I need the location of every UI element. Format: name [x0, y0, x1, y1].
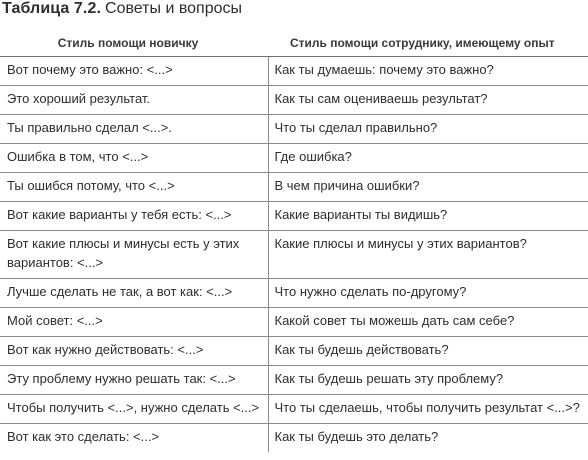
- novice-cell: Вот какие плюсы и минусы есть у этих вариантов: <...>: [0, 231, 268, 279]
- experienced-cell: Какие плюсы и минусы у этих вариантов?: [268, 231, 588, 279]
- table-row: [0, 366, 588, 395]
- table-row: [0, 231, 588, 279]
- table-caption: [2, 0, 242, 22]
- table-row: [0, 279, 588, 308]
- experienced-cell: Где ошибка?: [268, 144, 588, 173]
- novice-cell: Лучше сделать не так, а вот как: <...>: [0, 279, 268, 308]
- table-header-row: [0, 30, 588, 57]
- experienced-cell: Что ты сделаешь, чтобы получить результат <...>?: [268, 395, 588, 424]
- experienced-cell: Как ты будешь решать эту проблему?: [268, 366, 588, 395]
- experienced-cell: Что ты сделал правильно?: [268, 115, 588, 144]
- table-row: [0, 337, 588, 366]
- column-header-novice: Стиль помощи новичку: [0, 30, 268, 57]
- experienced-cell: Какие варианты ты видишь?: [268, 202, 588, 231]
- table-row: [0, 86, 588, 115]
- novice-cell: Ты правильно сделал <...>.: [0, 115, 268, 144]
- column-header-experienced: Стиль помощи сотруднику, имеющему опыт: [268, 30, 588, 57]
- table-number: Таблица 7.2.: [2, 0, 102, 17]
- experienced-cell: Что нужно сделать по-другому?: [268, 279, 588, 308]
- novice-cell: Вот как это сделать: <...>: [0, 424, 268, 453]
- experienced-cell: Какой совет ты можешь дать сам себе?: [268, 308, 588, 337]
- table-row: [0, 202, 588, 231]
- table-row: [0, 57, 588, 86]
- novice-cell: Это хороший результат.: [0, 86, 268, 115]
- table-row: [0, 424, 588, 453]
- table-row: [0, 115, 588, 144]
- novice-cell: Вот какие варианты у тебя есть: <...>: [0, 202, 268, 231]
- experienced-cell: В чем причина ошибки?: [268, 173, 588, 202]
- novice-cell: Мой совет: <...>: [0, 308, 268, 337]
- experienced-cell: Как ты будешь действовать?: [268, 337, 588, 366]
- table-row: [0, 144, 588, 173]
- table-row: [0, 395, 588, 424]
- table-row: [0, 173, 588, 202]
- novice-cell: Чтобы получить <...>, нужно сделать <...>: [0, 395, 268, 424]
- table-title: Советы и вопросы: [105, 0, 243, 17]
- experienced-cell: Как ты будешь это делать?: [274, 429, 439, 444]
- novice-cell: Эту проблему нужно решать так: <...>: [0, 366, 268, 395]
- table-row: [0, 308, 588, 337]
- novice-cell: Вот почему это важно: <...>: [0, 57, 268, 86]
- advice-questions-table: [0, 30, 588, 452]
- experienced-cell: Как ты думаешь: почему это важно?: [268, 57, 588, 86]
- novice-cell: Ты ошибся потому, что <...>: [0, 173, 268, 202]
- experienced-cell: Как ты сам оцениваешь результат?: [268, 86, 588, 115]
- novice-cell: Ошибка в том, что <...>: [0, 144, 268, 173]
- novice-cell: Вот как нужно действовать: <...>: [0, 337, 268, 366]
